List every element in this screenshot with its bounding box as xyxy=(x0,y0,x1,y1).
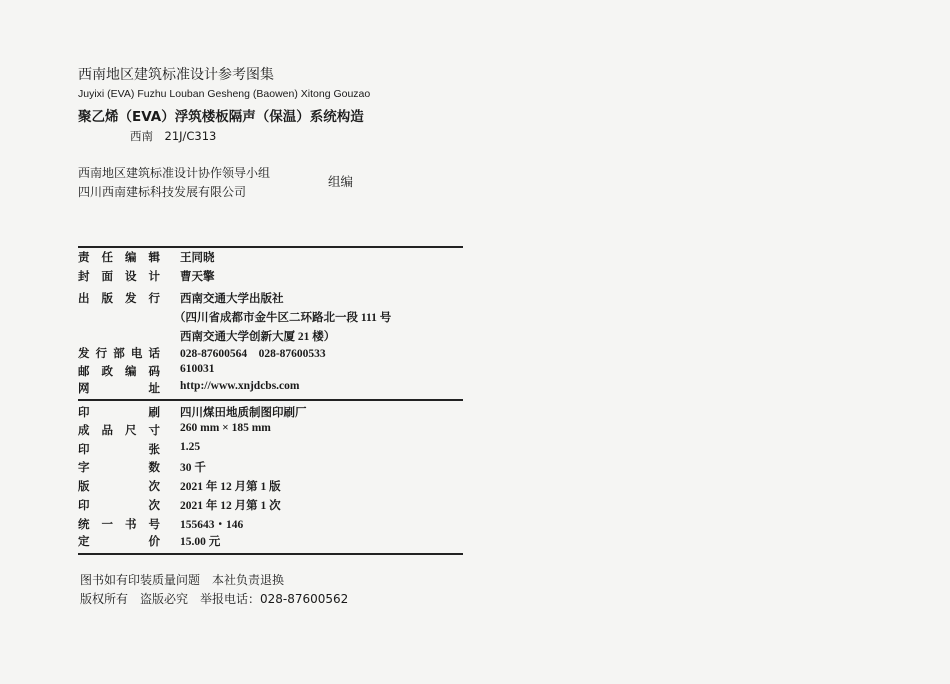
copyright-notice: 版权所有 盗版必究 举报电话：028-87600562 xyxy=(80,592,349,606)
divider-bottom xyxy=(78,553,463,555)
info-row xyxy=(78,533,468,550)
info-row xyxy=(78,478,468,495)
divider-middle xyxy=(78,399,463,401)
info-label: 统 一 书 号 xyxy=(78,517,160,531)
info-row xyxy=(78,380,468,397)
info-row xyxy=(78,441,468,458)
atlas-code: 西南 21J/C313 xyxy=(130,129,217,143)
book-title: 聚乙烯（EVA）浮筑楼板隔声（保温）系统构造 xyxy=(78,109,364,125)
info-value: 西南交通大学出版社 xyxy=(180,293,284,305)
organizer-2: 四川西南建标科技发展有限公司 xyxy=(78,185,247,199)
info-row xyxy=(78,309,468,326)
info-value: 1.25 xyxy=(180,441,201,453)
info-row xyxy=(78,249,468,266)
info-label: 责 任 编 辑 xyxy=(78,250,160,264)
info-row xyxy=(78,404,468,421)
info-value: 028-87600564 028-87600533 xyxy=(180,348,326,360)
info-value: 2021 年 12 月第 1 次 xyxy=(180,500,281,512)
info-label: 封 面 设 计 xyxy=(78,269,160,283)
info-label: 定 价 xyxy=(78,534,160,548)
info-row xyxy=(78,422,468,439)
info-row xyxy=(78,290,468,307)
info-value: 260 mm × 185 mm xyxy=(180,422,271,434)
info-label: 网 址 xyxy=(78,381,160,395)
info-value: （四川省成都市金牛区二环路北一段 111 号 xyxy=(174,312,392,324)
info-row xyxy=(78,328,468,345)
info-label: 发 行 部 电 话 xyxy=(78,346,160,360)
info-row xyxy=(78,268,468,285)
info-row xyxy=(78,459,468,476)
info-row xyxy=(78,516,468,533)
info-value: 曹天擎 xyxy=(180,271,215,283)
info-value: 2021 年 12 月第 1 版 xyxy=(180,481,281,493)
info-value: 西南交通大学创新大厦 21 楼） xyxy=(180,331,336,343)
info-label: 印 次 xyxy=(78,498,160,512)
info-label: 印 刷 xyxy=(78,405,160,419)
info-row xyxy=(78,345,468,362)
info-row xyxy=(78,497,468,514)
info-value: 15.00 元 xyxy=(180,536,221,548)
quality-notice: 图书如有印装质量问题 本社负责退换 xyxy=(80,573,285,587)
info-value: 四川煤田地质制图印刷厂 xyxy=(180,407,307,419)
info-value: http://www.xnjdcbs.com xyxy=(180,380,300,392)
series-title: 西南地区建筑标准设计参考图集 xyxy=(78,67,274,83)
info-label: 邮 政 编 码 xyxy=(78,364,160,378)
info-row xyxy=(78,363,468,380)
info-value: 30 千 xyxy=(180,462,206,474)
pinyin-title: Juyixi (EVA) Fuzhu Louban Gesheng (Baowen) Xitong Gouzao xyxy=(78,88,371,100)
info-label: 版 次 xyxy=(78,479,160,493)
info-label: 出 版 发 行 xyxy=(78,291,160,305)
info-value: 王同晓 xyxy=(180,252,215,264)
info-label: 印 张 xyxy=(78,442,160,456)
organizer-1: 西南地区建筑标准设计协作领导小组 xyxy=(78,166,271,180)
divider-top xyxy=(78,246,463,248)
info-label: 成 品 尺 寸 xyxy=(78,423,160,437)
info-value: 155643・146 xyxy=(180,519,244,531)
info-value: 610031 xyxy=(180,363,215,375)
organizer-role: 组编 xyxy=(328,174,354,189)
info-label: 字 数 xyxy=(78,460,160,474)
